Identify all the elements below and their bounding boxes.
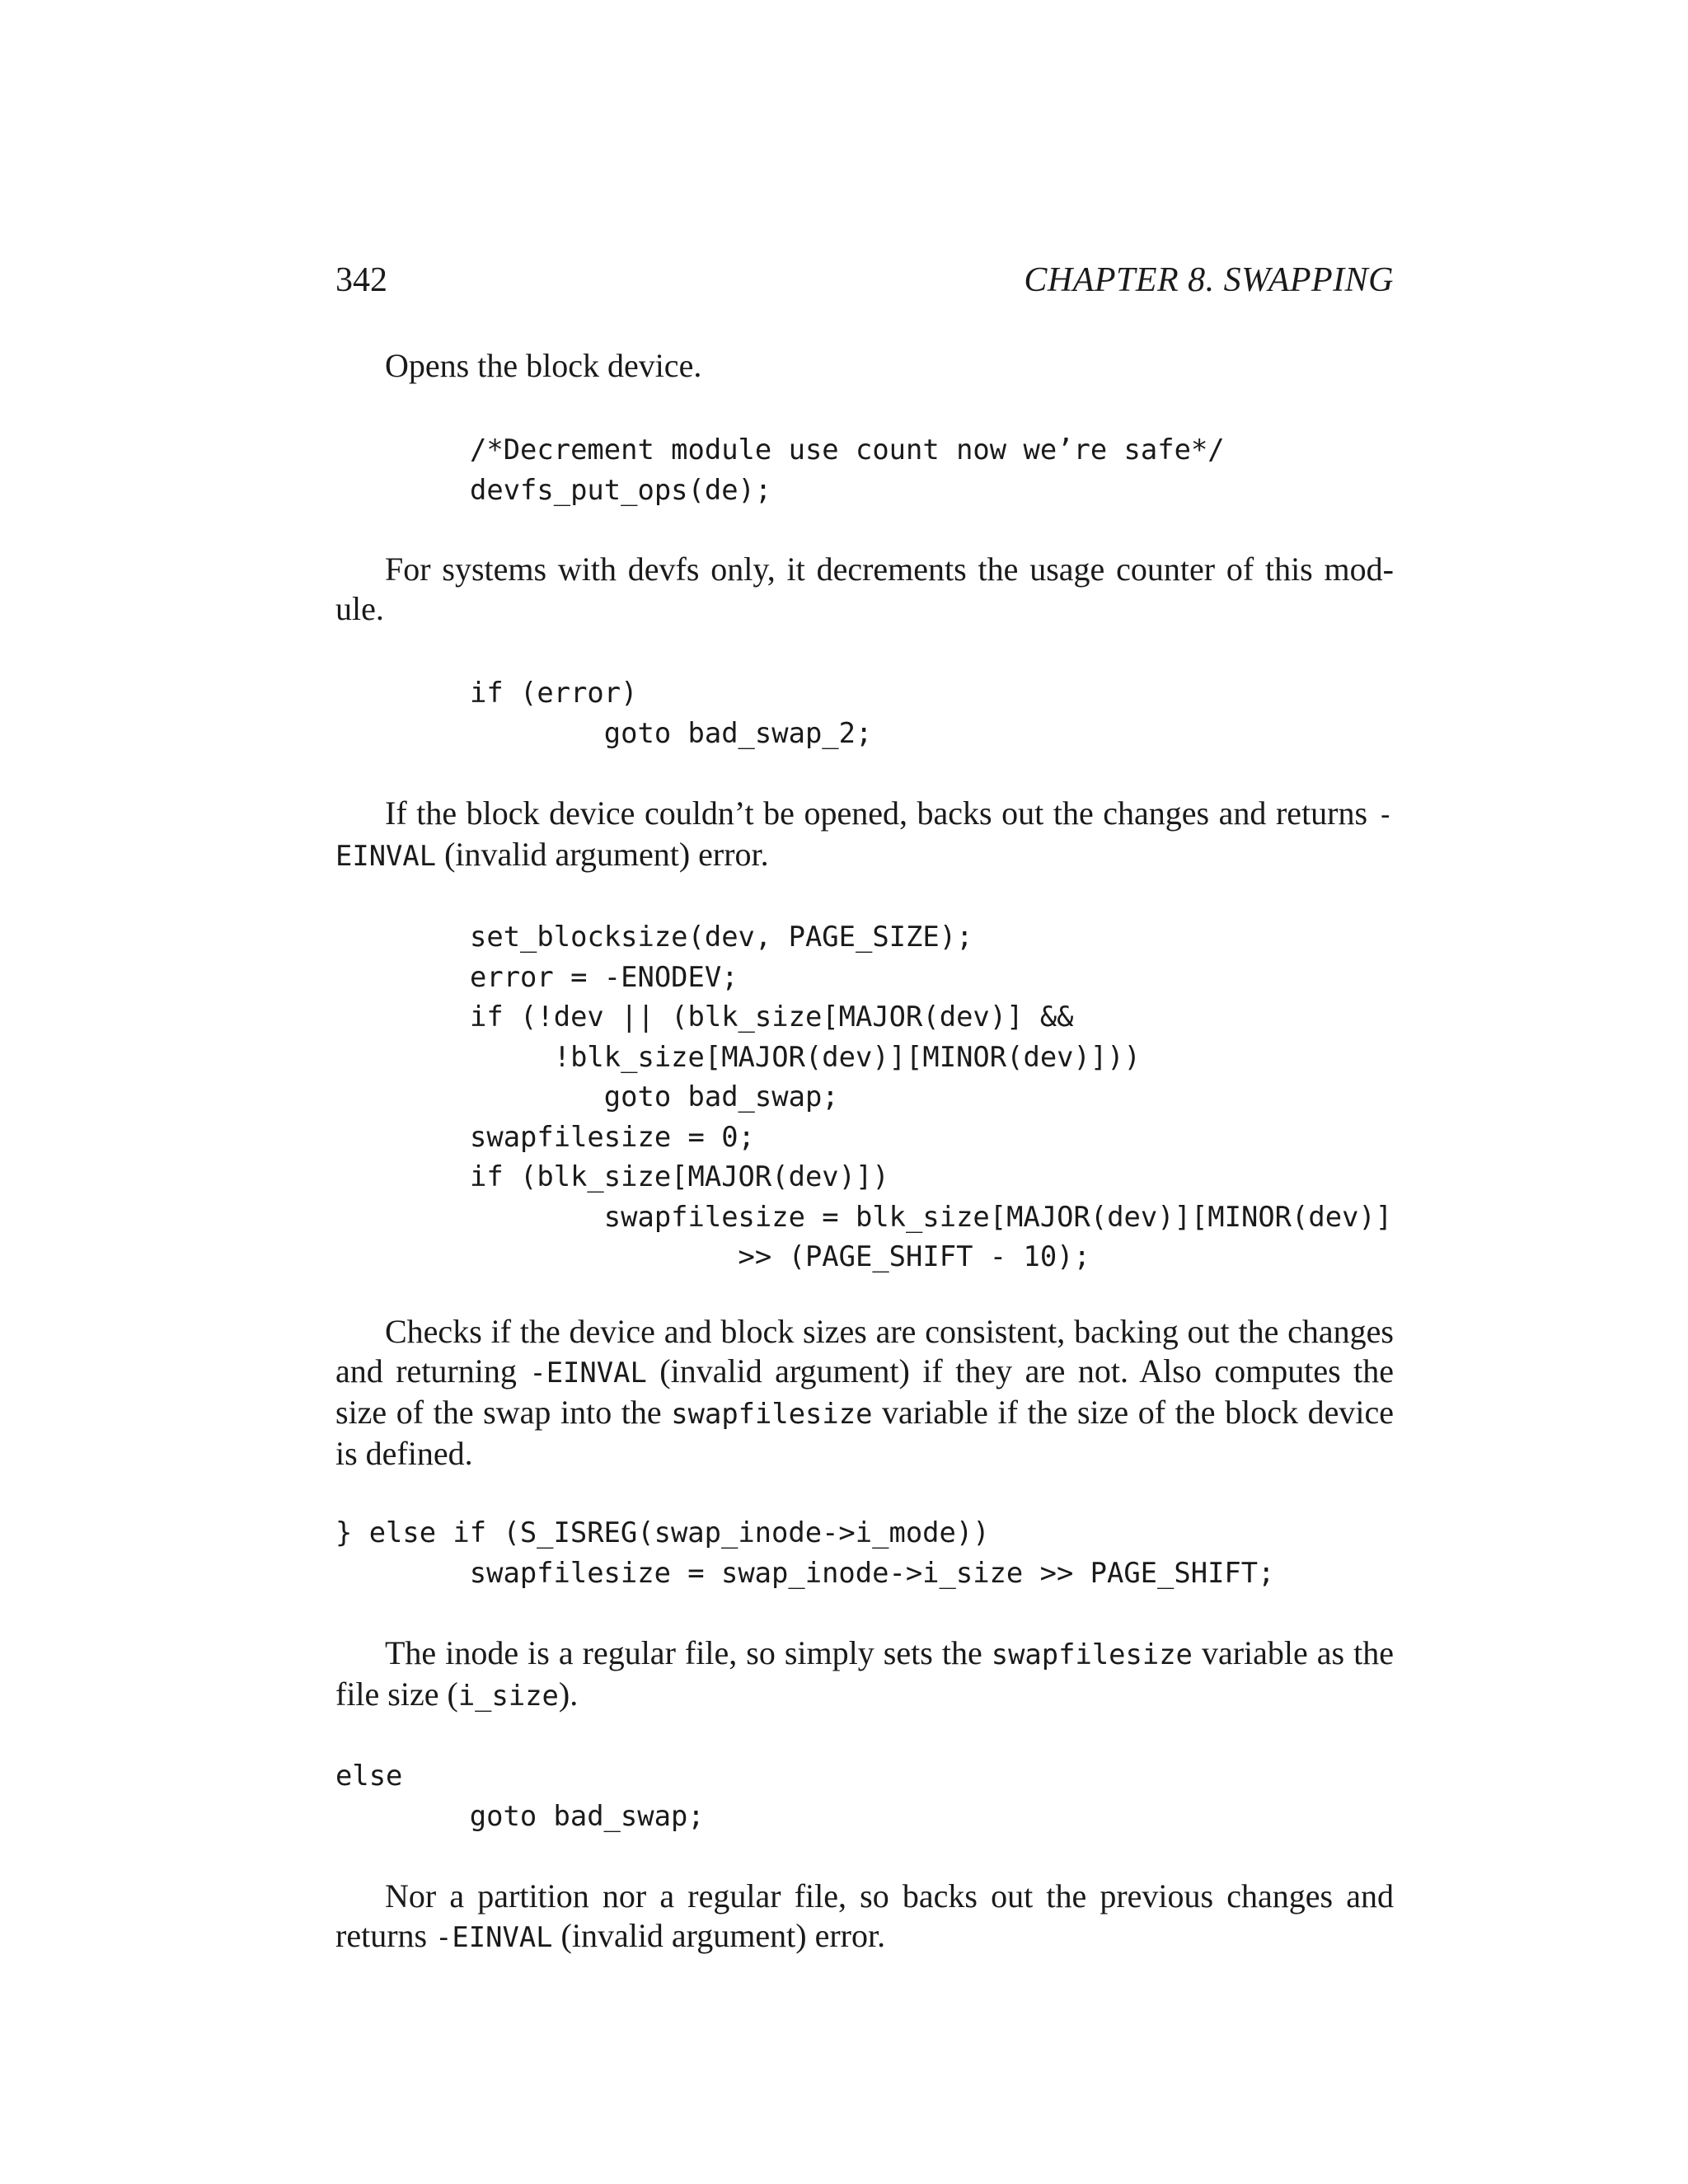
code-block-regular-file: } else if (S_ISREG(swap_inode->i_mode)) swapfilesize = swap_inode->i_size >> PAGE_SHIFT; [335, 1516, 1275, 1589]
inline-code-swapfilesize: swapfilesize [671, 1398, 873, 1430]
page-header [335, 257, 1394, 303]
paragraph-text: (invalid argument) if they are not. Also computes the size of the swap into the [335, 1352, 1395, 1431]
running-head: CHAPTER 8. SWAPPING [1024, 261, 1394, 299]
inline-code-einval: -EINVAL [529, 1357, 647, 1389]
code-block-devfs-put-ops: /*Decrement module use count now we’re safe*/ devfs_put_ops(de); [470, 434, 1225, 506]
paragraph-not-partition [335, 1877, 1394, 1957]
inline-code-swapfilesize: swapfilesize [991, 1638, 1193, 1671]
paragraph-text: Nor a partition nor a regular file, so backs out the previous changes and returns [335, 1877, 1394, 1954]
paragraph-text: The inode is a regular file, so simply sets the [385, 1634, 992, 1671]
paragraph-text: ). [558, 1675, 579, 1713]
paragraph-text: If the block device couldn’t be opened, backs out the changes and returns [385, 794, 1377, 832]
paragraph-regular-file [335, 1633, 1394, 1716]
paragraph-devfs-usage: For systems with devfs only, it decrements the usage counter of this mod-ule. [335, 551, 1394, 627]
inline-code-einval: -EINVAL [335, 799, 1394, 872]
paragraph-text: (invalid argument) error. [552, 1917, 886, 1954]
code-block-error-check: if (error) goto bad_swap_2; [470, 677, 873, 749]
code-block-blocksize: set_blocksize(dev, PAGE_SIZE); error = -ENODEV; if (!dev || (blk_size[MAJOR(dev)] && !blk_size[MAJOR(dev)][MINOR(dev)])) goto bad_swap; swapfilesize = 0; if (blk_size[MAJOR(dev)]) swapfilesize = blk_size[MAJOR(dev)][MINOR(dev)] >> (PAGE_SHIFT - 10); [470, 921, 1393, 1272]
code-block-else-bad-swap: else goto bad_swap; [335, 1760, 705, 1832]
paragraph-text: variable if the size of the block device is defined. [335, 1394, 1394, 1472]
paragraph-text: Checks if the device and block sizes are consistent, backing out the changes and returning [335, 1313, 1394, 1390]
page-number: 342 [335, 261, 387, 299]
paragraph-text: (invalid argument) error. [436, 836, 769, 873]
paragraph-text: variable as the file size ( [335, 1634, 1395, 1713]
paragraph-open-device: Opens the block device. [385, 347, 702, 384]
inline-code-einval: -EINVAL [435, 1921, 553, 1953]
paragraph-size-consistency [335, 1312, 1394, 1474]
inline-code-i-size: i_size [457, 1680, 559, 1712]
paragraph-open-failure [335, 794, 1394, 876]
